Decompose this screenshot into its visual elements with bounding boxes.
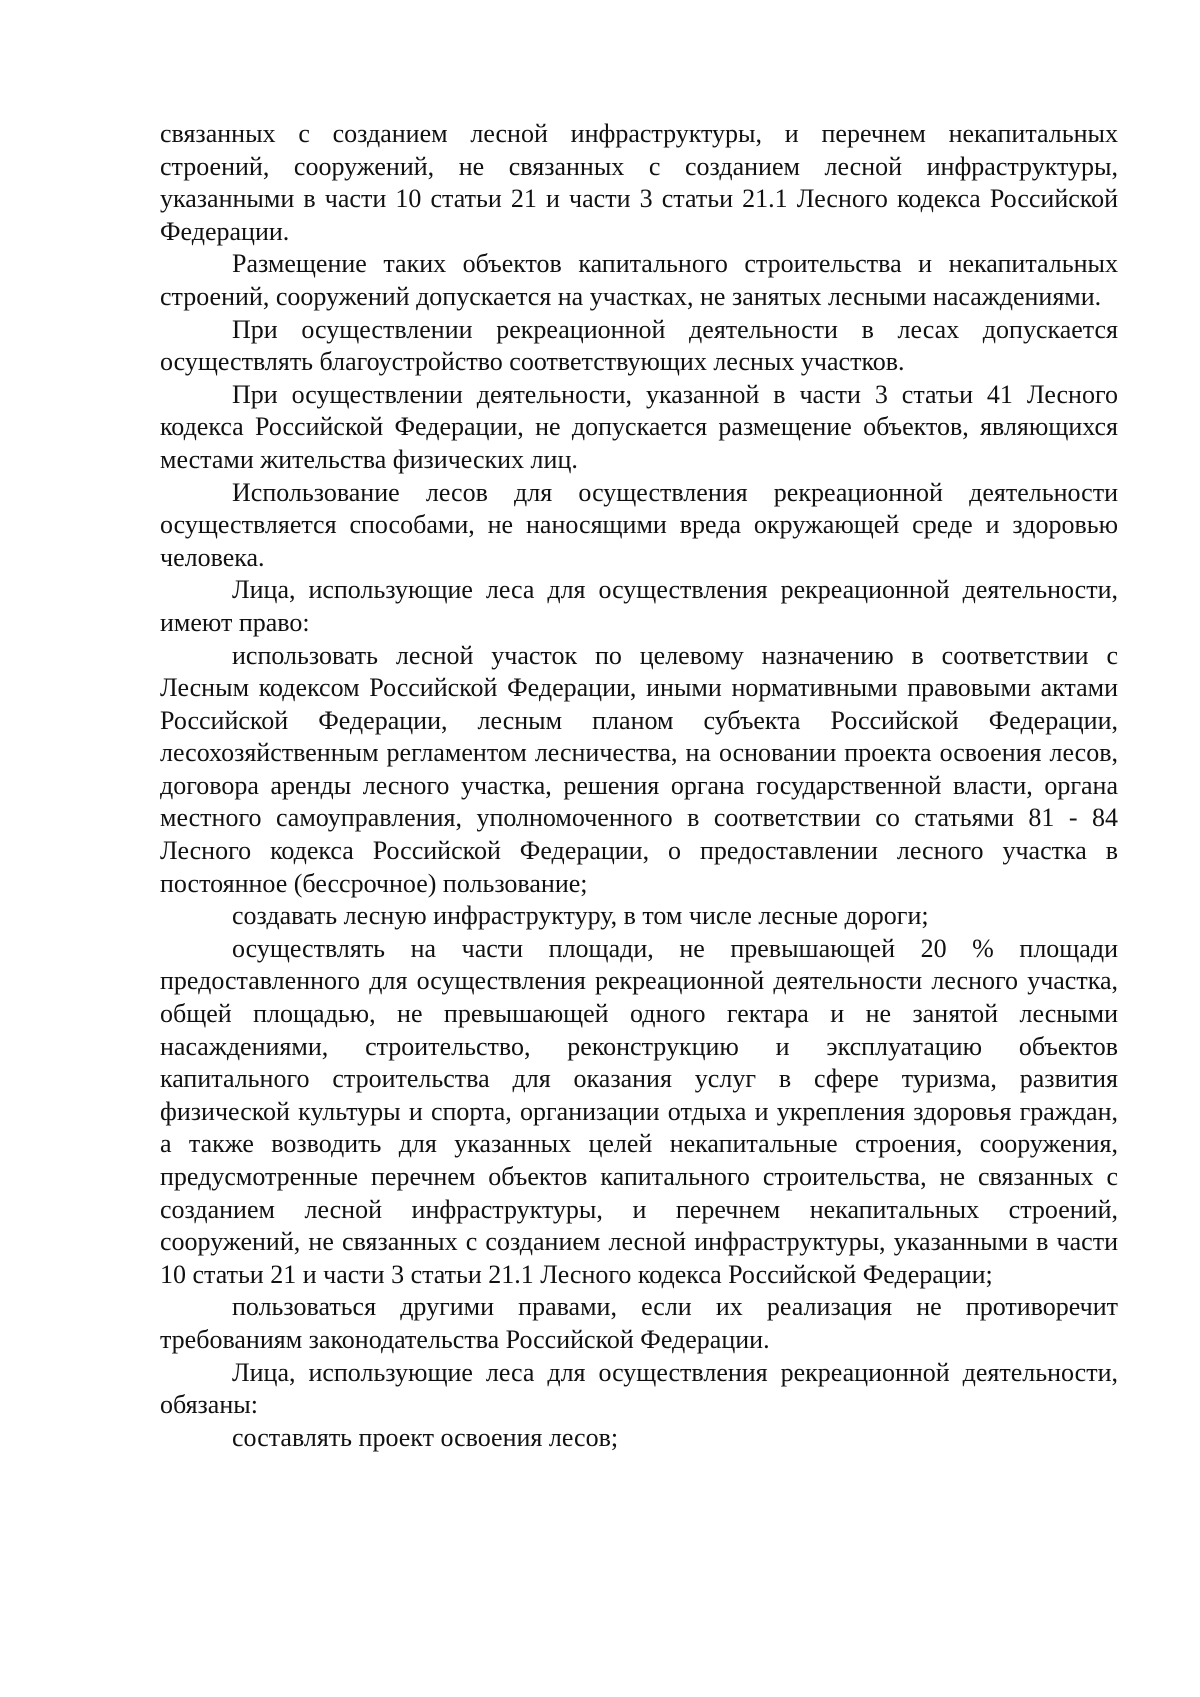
paragraph-2: Размещение таких объектов капитального строительства и некапитальных строений, сооружений допускается на участках, не занятых лесными насаждениями. (160, 249, 1118, 311)
paragraph-5: Использование лесов для осуществления рекреационной деятельности осуществляется способами, не наносящими вреда окружающей среде и здоровью человека. (160, 477, 1118, 572)
paragraph-8: создавать лесную инфраструктуру, в том числе лесные дороги; (232, 901, 929, 931)
paragraph-4: При осуществлении деятельности, указанной в части 3 статьи 41 Лесного кодекса Российской Федерации, не допускается размещение объектов, являющихся местами жительства физических лиц. (160, 379, 1118, 474)
paragraph-6: Лица, использующие леса для осуществления рекреационной деятельности, имеют право: (160, 575, 1118, 637)
paragraph-3: При осуществлении рекреационной деятельности в лесах допускается осуществлять благоустройство соответствующих лесных участков. (160, 314, 1118, 377)
paragraph-12: составлять проект освоения лесов; (232, 1422, 619, 1452)
paragraph-9: осуществлять на части площади, не превышающей 20 % площади предоставленного для осуществления рекреационной деятельности лесного участка, общей площадью, не превышающей одного гектара и не занятой лесными насаждениями, строительство, реконструкцию и эксплуатацию объектов капитального строительства для оказания услуг в сфере туризма, развития физической культуры и спорта, организации отдыха и укрепления здоровья граждан, а также возводить для указанных целей некапитальные строения, сооружения, предусмотренные перечнем объектов капитального строительства, не связанных с созданием лесной инфраструктуры, и перечнем некапитальных строений, сооружений, не связанных с созданием лесной инфраструктуры, указанными в части 10 статьи 21 и части 3 статьи 21.1 Лесного кодекса Российской Федерации; (160, 933, 1118, 1289)
paragraph-10: пользоваться другими правами, если их реализация не противоречит требованиям законодательства Российской Федерации. (160, 1292, 1118, 1354)
paragraph-11: Лица, использующие леса для осуществления рекреационной деятельности, обязаны: (160, 1357, 1118, 1420)
document-body (160, 118, 1118, 1454)
paragraph-7: использовать лесной участок по целевому назначению в соответствии с Лесным кодексом Российской Федерации, иными нормативными правовыми актами Российской Федерации, лесным планом субъекта Российской Федерации, лесохозяйственным регламентом лесничества, на основании проекта освоения лесов, договора аренды лесного участка, решения органа государственной власти, органа местного самоуправления, уполномоченного в соответствии со статьями 81 - 84 Лесного кодекса Российской Федерации, о предоставлении лесного участка в постоянное (бессрочное) пользование; (160, 640, 1118, 898)
paragraph-1: связанных с созданием лесной инфраструктуры, и перечнем некапитальных строений, сооружений, не связанных с созданием лесной инфраструктуры, указанными в части 10 статьи 21 и части 3 статьи 21.1 Лесного кодекса Российской Федерации. (160, 119, 1118, 246)
